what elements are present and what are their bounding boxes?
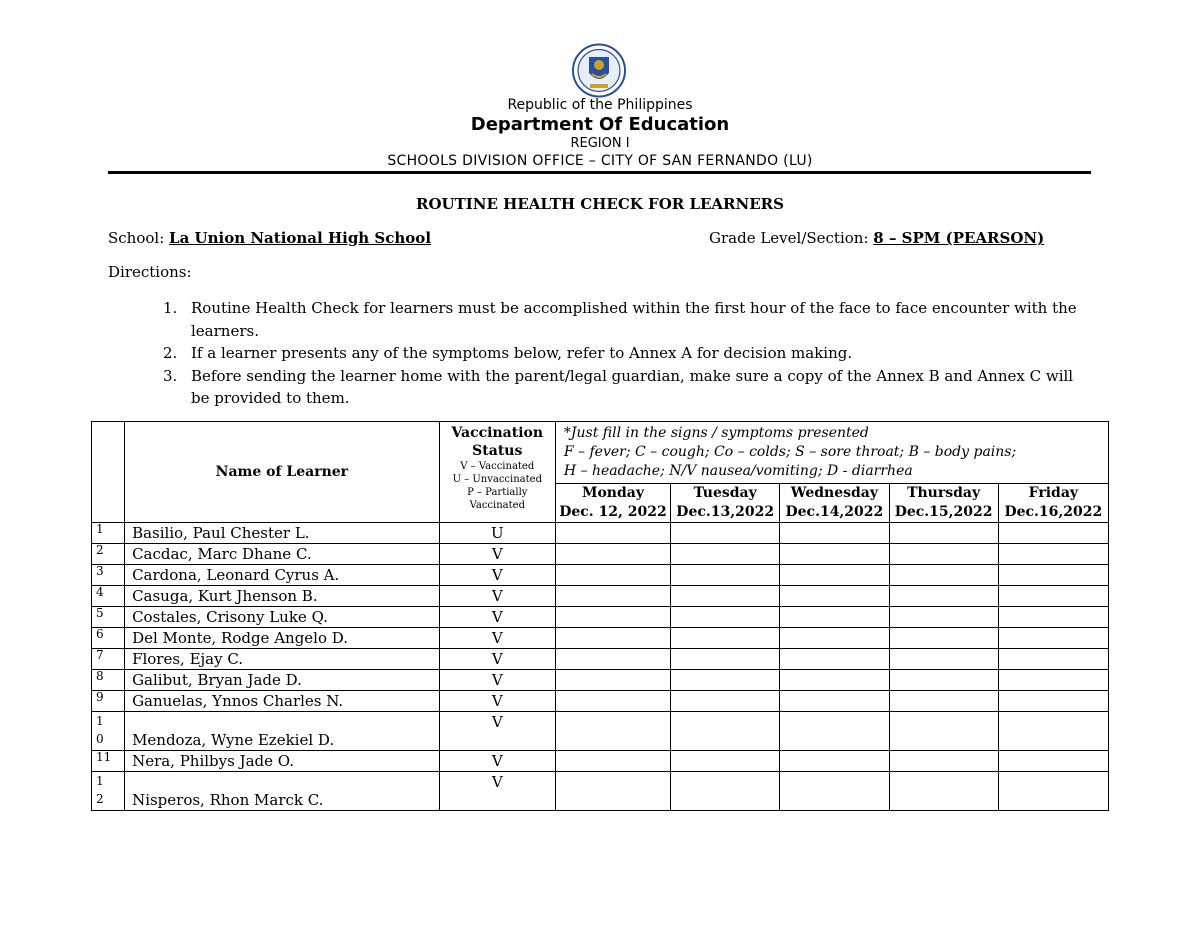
symptom-cell-friday[interactable] xyxy=(998,751,1108,772)
day-date: Dec.16,2022 xyxy=(1004,504,1103,520)
symptom-cell-wednesday[interactable] xyxy=(780,523,889,544)
table-row xyxy=(92,565,1109,586)
vaccination-header xyxy=(439,422,555,523)
learner-name: Nisperos, Rhon Marck C. xyxy=(125,772,440,811)
learner-name: Casuga, Kurt Jhenson B. xyxy=(125,586,440,607)
row-number: 8 xyxy=(92,670,125,691)
table-row xyxy=(92,586,1109,607)
table-row xyxy=(92,712,1109,751)
symptom-cell-tuesday[interactable] xyxy=(671,523,780,544)
deped-seal-icon xyxy=(568,43,630,98)
day-name: Wednesday xyxy=(790,485,879,501)
symptom-cell-wednesday[interactable] xyxy=(780,607,889,628)
symptom-cell-thursday[interactable] xyxy=(889,772,998,811)
day-header-monday xyxy=(555,484,670,523)
symptom-cell-tuesday[interactable] xyxy=(671,751,780,772)
symptom-cell-monday[interactable] xyxy=(555,712,670,751)
learner-rows xyxy=(92,523,1109,811)
symptom-cell-thursday[interactable] xyxy=(889,712,998,751)
row-number: 9 xyxy=(92,691,125,712)
symptom-cell-wednesday[interactable] xyxy=(780,712,889,751)
symptom-cell-thursday[interactable] xyxy=(889,523,998,544)
symptom-cell-thursday[interactable] xyxy=(889,607,998,628)
symptom-cell-thursday[interactable] xyxy=(889,691,998,712)
symptom-cell-thursday[interactable] xyxy=(889,649,998,670)
direction-item xyxy=(163,297,1083,342)
symptom-cell-wednesday[interactable] xyxy=(780,772,889,811)
direction-text: Routine Health Check for learners must be accomplished within the first hour of the face to face encounter with the learners. xyxy=(191,299,1077,340)
division-heading: SCHOOLS DIVISION OFFICE – CITY OF SAN FERNANDO (LU) xyxy=(387,153,813,169)
symptom-cell-monday[interactable] xyxy=(555,691,670,712)
symptom-cell-tuesday[interactable] xyxy=(671,586,780,607)
symptom-cell-wednesday[interactable] xyxy=(780,649,889,670)
vaccination-status: V xyxy=(439,628,555,649)
name-header: Name of Learner xyxy=(125,422,440,523)
learner-name: Del Monte, Rodge Angelo D. xyxy=(125,628,440,649)
symptom-cell-friday[interactable] xyxy=(998,628,1108,649)
symptom-cell-monday[interactable] xyxy=(555,607,670,628)
table-row xyxy=(92,523,1109,544)
symptom-cell-tuesday[interactable] xyxy=(671,670,780,691)
symptom-cell-monday[interactable] xyxy=(555,628,670,649)
day-date: Dec. 12, 2022 xyxy=(559,504,667,520)
symptom-cell-monday[interactable] xyxy=(555,670,670,691)
school-value: La Union National High School xyxy=(169,229,432,247)
region-heading: REGION I xyxy=(570,136,630,151)
form-title: ROUTINE HEALTH CHECK FOR LEARNERS xyxy=(416,195,784,213)
table-row xyxy=(92,691,1109,712)
symptom-cell-friday[interactable] xyxy=(998,523,1108,544)
row-number: 1 2 xyxy=(92,772,125,811)
vaccination-status: V xyxy=(439,751,555,772)
symptom-cell-monday[interactable] xyxy=(555,565,670,586)
symptom-cell-tuesday[interactable] xyxy=(671,607,780,628)
school-label: School: xyxy=(108,229,170,247)
symptom-cell-tuesday[interactable] xyxy=(671,649,780,670)
symptom-cell-friday[interactable] xyxy=(998,565,1108,586)
day-header-friday xyxy=(998,484,1108,523)
table-row xyxy=(92,751,1109,772)
day-header-wednesday xyxy=(780,484,889,523)
symptom-cell-tuesday[interactable] xyxy=(671,691,780,712)
row-number: 2 xyxy=(92,544,125,565)
symptom-cell-monday[interactable] xyxy=(555,751,670,772)
number-header xyxy=(92,422,125,523)
table-row xyxy=(92,628,1109,649)
symptom-cell-friday[interactable] xyxy=(998,691,1108,712)
day-name: Friday xyxy=(1028,485,1079,501)
vaccination-status: V xyxy=(439,670,555,691)
symptom-cell-friday[interactable] xyxy=(998,607,1108,628)
symptom-cell-wednesday[interactable] xyxy=(780,670,889,691)
learner-name: Basilio, Paul Chester L. xyxy=(125,523,440,544)
symptom-cell-thursday[interactable] xyxy=(889,628,998,649)
symptom-cell-wednesday[interactable] xyxy=(780,565,889,586)
symptom-cell-friday[interactable] xyxy=(998,670,1108,691)
symptoms-legend xyxy=(555,422,1108,484)
school-field xyxy=(108,229,431,247)
symptom-cell-friday[interactable] xyxy=(998,544,1108,565)
direction-text: Before sending the learner home with the parent/legal guardian, make sure a copy of the Annex B and Annex C will be provided to them. xyxy=(191,366,1074,407)
directions-label: Directions: xyxy=(108,263,192,281)
learner-name: Cacdac, Marc Dhane C. xyxy=(125,544,440,565)
row-number: 6 xyxy=(92,628,125,649)
vaccination-legend-v: V – Vaccinated xyxy=(460,461,535,472)
symptom-cell-thursday[interactable] xyxy=(889,670,998,691)
day-date: Dec.14,2022 xyxy=(785,504,884,520)
day-name: Tuesday xyxy=(693,485,757,501)
department-heading: Department Of Education xyxy=(470,114,730,135)
direction-item xyxy=(163,365,1083,410)
learner-name: Cardona, Leonard Cyrus A. xyxy=(125,565,440,586)
direction-item xyxy=(163,342,1083,365)
symptom-cell-monday[interactable] xyxy=(555,772,670,811)
day-header-tuesday xyxy=(671,484,780,523)
vaccination-status: V xyxy=(439,586,555,607)
vaccination-status: V xyxy=(439,712,555,751)
direction-number: 2. xyxy=(163,344,178,362)
vaccination-status: U xyxy=(439,523,555,544)
table-row xyxy=(92,649,1109,670)
vaccination-legend-u: U – Unvaccinated xyxy=(452,474,542,485)
symptoms-codes-1: F – fever; C – cough; Co – colds; S – sore throat; B – body pains; xyxy=(563,444,1017,460)
learner-name: Galibut, Bryan Jade D. xyxy=(125,670,440,691)
grade-value: 8 – SPM (PEARSON) xyxy=(873,229,1045,247)
symptom-cell-thursday[interactable] xyxy=(889,586,998,607)
symptom-cell-thursday[interactable] xyxy=(889,751,998,772)
vaccination-status: V xyxy=(439,772,555,811)
symptom-cell-wednesday[interactable] xyxy=(780,544,889,565)
symptoms-note: *Just fill in the signs / symptoms presented xyxy=(563,425,869,441)
symptom-cell-tuesday[interactable] xyxy=(671,628,780,649)
vaccination-status: V xyxy=(439,544,555,565)
day-date: Dec.13,2022 xyxy=(676,504,775,520)
learner-name: Nera, Philbys Jade O. xyxy=(125,751,440,772)
symptom-cell-thursday[interactable] xyxy=(889,544,998,565)
symptom-cell-wednesday[interactable] xyxy=(780,691,889,712)
learner-name: Mendoza, Wyne Ezekiel D. xyxy=(125,712,440,751)
row-number: 3 xyxy=(92,565,125,586)
symptom-cell-tuesday[interactable] xyxy=(671,712,780,751)
symptom-cell-friday[interactable] xyxy=(998,772,1108,811)
vaccination-status: V xyxy=(439,565,555,586)
symptoms-codes-2: H – headache; N/V nausea/vomiting; D - diarrhea xyxy=(563,463,913,479)
day-header-thursday xyxy=(889,484,998,523)
vaccination-legend-p: P – Partially Vaccinated xyxy=(467,487,528,511)
symptom-cell-wednesday[interactable] xyxy=(780,586,889,607)
directions-list xyxy=(163,297,1083,410)
direction-number: 1. xyxy=(163,299,178,317)
symptom-cell-monday[interactable] xyxy=(555,649,670,670)
symptom-cell-wednesday[interactable] xyxy=(780,751,889,772)
header-divider xyxy=(108,171,1091,174)
table-row xyxy=(92,772,1109,811)
symptom-cell-monday[interactable] xyxy=(555,586,670,607)
vaccination-status: V xyxy=(439,691,555,712)
row-number: 4 xyxy=(92,586,125,607)
row-number: 1 0 xyxy=(92,712,125,751)
vaccination-status: V xyxy=(439,649,555,670)
symptom-cell-wednesday[interactable] xyxy=(780,628,889,649)
day-name: Monday xyxy=(581,485,644,501)
row-number: 7 xyxy=(92,649,125,670)
direction-number: 3. xyxy=(163,366,178,385)
row-number: 1 xyxy=(92,523,125,544)
row-number: 5 xyxy=(92,607,125,628)
learner-name: Flores, Ejay C. xyxy=(125,649,440,670)
row-number: 11 xyxy=(92,751,125,772)
direction-text: If a learner presents any of the symptoms below, refer to Annex A for decision making. xyxy=(191,344,853,362)
table-row xyxy=(92,607,1109,628)
table-row xyxy=(92,670,1109,691)
symptom-cell-monday[interactable] xyxy=(555,523,670,544)
symptom-cell-tuesday[interactable] xyxy=(671,565,780,586)
day-date: Dec.15,2022 xyxy=(894,504,993,520)
vaccination-status: V xyxy=(439,607,555,628)
symptom-cell-friday[interactable] xyxy=(998,712,1108,751)
symptom-cell-tuesday[interactable] xyxy=(671,772,780,811)
symptom-cell-thursday[interactable] xyxy=(889,565,998,586)
symptom-cell-tuesday[interactable] xyxy=(671,544,780,565)
grade-field xyxy=(709,229,1044,247)
symptom-cell-friday[interactable] xyxy=(998,649,1108,670)
symptom-cell-monday[interactable] xyxy=(555,544,670,565)
symptom-cell-friday[interactable] xyxy=(998,586,1108,607)
table-row xyxy=(92,544,1109,565)
vaccination-title: Vaccination Status xyxy=(451,425,544,459)
grade-label: Grade Level/Section: xyxy=(709,229,874,247)
republic-heading: Republic of the Philippines xyxy=(507,97,693,113)
learner-name: Ganuelas, Ynnos Charles N. xyxy=(125,691,440,712)
learner-name: Costales, Crisony Luke Q. xyxy=(125,607,440,628)
health-check-table xyxy=(91,421,1109,811)
day-name: Thursday xyxy=(907,485,981,501)
